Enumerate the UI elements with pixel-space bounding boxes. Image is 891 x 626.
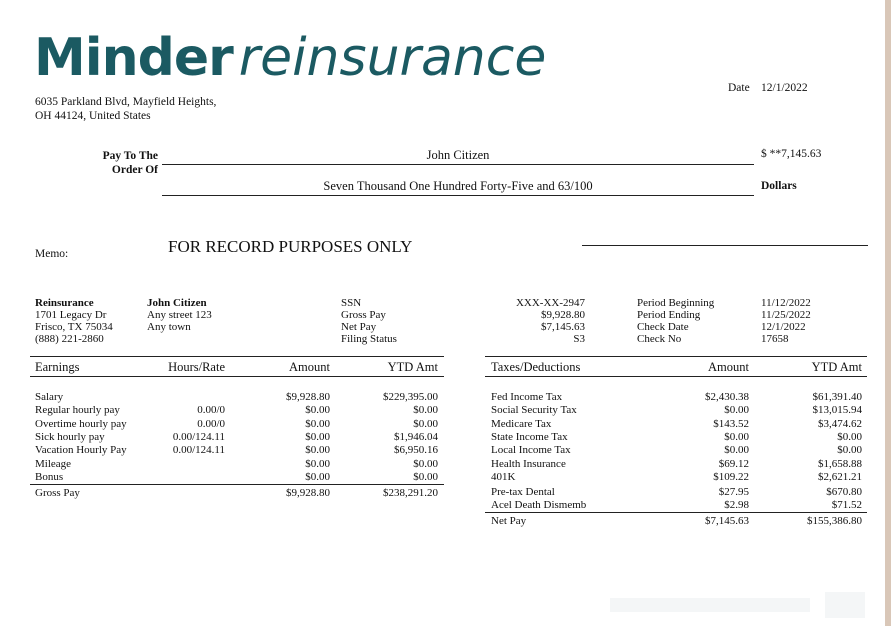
earning-hours-rate: 0.00/0	[197, 404, 225, 417]
pay-to-line2: Order Of	[111, 164, 158, 176]
earnings-total-rule	[30, 484, 444, 485]
earnings-header-rule	[30, 376, 444, 377]
deduction-ytd: $670.80	[826, 486, 862, 498]
faint-watermark	[610, 590, 870, 620]
employer-phone: (888) 221-2860	[35, 333, 104, 345]
period-value: 12/1/2022	[761, 321, 806, 333]
earning-ytd: $1,946.04	[394, 430, 438, 443]
earnings-top-rule	[30, 356, 444, 357]
payee-name: John Citizen	[162, 148, 754, 165]
summary-value: XXX-XX-2947	[515, 297, 585, 309]
hours-rate-header: Hours/Rate	[168, 360, 225, 374]
signature-line	[582, 245, 868, 246]
period-value: 11/12/2022	[761, 297, 811, 309]
dollars-label: Dollars	[761, 180, 797, 192]
summary-label: Gross Pay	[341, 309, 386, 321]
earning-amount: $0.00	[305, 444, 330, 457]
earning-ytd: $0.00	[413, 470, 438, 483]
deduction-type: 401K	[491, 470, 516, 483]
gross-pay-ytd: $238,291.20	[383, 487, 438, 499]
employee-name: John Citizen	[147, 297, 207, 309]
employer-info	[35, 297, 113, 345]
summary-labels	[341, 297, 397, 345]
memo-label: Memo:	[35, 248, 69, 260]
date-label: Date	[728, 82, 750, 94]
deduction-ytd: $1,658.88	[818, 457, 862, 470]
pay-to-label	[70, 149, 158, 177]
earning-hours-rate: 0.00/0	[197, 417, 225, 430]
period-values	[761, 297, 811, 345]
check-amount: $ **7,145.63	[761, 148, 822, 160]
period-label: Period Beginning	[637, 297, 715, 309]
earnings-ytd-header: YTD Amt	[387, 360, 438, 374]
logo-wordmark-bold: Minder	[34, 28, 233, 88]
earning-amount: $0.00	[305, 417, 330, 430]
watermark-seal	[825, 592, 865, 618]
summary-value: $7,145.63	[541, 321, 585, 333]
earnings-amount-header: Amount	[289, 360, 330, 374]
deductions-header: Taxes/Deductions	[491, 360, 581, 374]
employer-name: Reinsurance	[35, 297, 94, 309]
deduction-ytd: $3,474.62	[818, 417, 862, 430]
summary-value: $9,928.80	[541, 309, 585, 321]
earning-type: Mileage	[35, 457, 72, 470]
company-address-line2: OH 44124, United States	[35, 110, 151, 122]
earning-ytd: $229,395.00	[383, 391, 438, 403]
period-label: Check Date	[637, 321, 689, 333]
earnings-header: Earnings	[35, 360, 80, 374]
period-value: 17658	[761, 333, 789, 345]
deductions-ytd-header: YTD Amt	[811, 360, 862, 374]
deduction-amount: $0.00	[724, 404, 749, 417]
deduction-type: Pre-tax Dental	[491, 486, 555, 498]
summary-label: SSN	[341, 297, 362, 309]
earning-ytd: $6,950.16	[394, 444, 438, 457]
logo-wordmark-light: reinsurance	[238, 28, 547, 88]
earning-ytd: $0.00	[413, 457, 438, 470]
deductions-top-rule	[485, 356, 867, 357]
period-value: 11/25/2022	[761, 309, 811, 321]
earning-type: Regular hourly pay	[35, 404, 120, 417]
deduction-amount: $27.95	[718, 486, 749, 498]
earning-amount: $0.00	[305, 470, 330, 483]
deduction-ytd: $61,391.40	[812, 391, 862, 403]
deduction-type: Social Security Tax	[491, 404, 577, 417]
deduction-ytd: $2,621.21	[818, 470, 862, 483]
deduction-ytd: $71.52	[831, 499, 862, 511]
earning-amount: $9,928.80	[286, 391, 330, 403]
gross-pay-amount: $9,928.80	[286, 487, 330, 499]
earning-ytd: $0.00	[413, 417, 438, 430]
summary-label: Filing Status	[341, 333, 397, 345]
deduction-ytd: $13,015.94	[812, 404, 862, 417]
deduction-amount: $2.98	[724, 499, 749, 511]
earning-hours-rate: 0.00/124.11	[172, 444, 225, 457]
employer-city: Frisco, TX 75034	[35, 321, 113, 333]
period-label: Check No	[637, 333, 682, 345]
employee-city: Any town	[147, 321, 191, 333]
summary-values	[485, 297, 585, 345]
period-labels	[637, 297, 714, 345]
summary-label: Net Pay	[341, 321, 377, 333]
deduction-type: Health Insurance	[491, 457, 566, 470]
net-pay-amount: $7,145.63	[705, 515, 749, 527]
page-edge	[885, 0, 891, 626]
deduction-amount: $0.00	[724, 444, 749, 457]
deductions-header-rule	[485, 376, 867, 377]
earning-amount: $0.00	[305, 404, 330, 417]
company-address	[35, 95, 216, 123]
deduction-ytd: $0.00	[837, 444, 862, 457]
deduction-amount: $2,430.38	[705, 391, 749, 403]
deduction-amount: $109.22	[713, 470, 749, 483]
earning-type: Salary	[35, 391, 64, 403]
earning-amount: $0.00	[305, 457, 330, 470]
employee-street: Any street 123	[147, 309, 212, 321]
deduction-type: Fed Income Tax	[491, 391, 563, 403]
earning-type: Overtime hourly pay	[35, 417, 127, 430]
deduction-type: Medicare Tax	[491, 417, 552, 430]
earning-ytd: $0.00	[413, 404, 438, 417]
employer-street: 1701 Legacy Dr	[35, 309, 107, 321]
earning-type: Vacation Hourly Pay	[35, 444, 127, 457]
company-logo	[34, 28, 546, 92]
deduction-ytd: $0.00	[837, 430, 862, 443]
deduction-type: Acel Death Dismemb	[491, 499, 587, 511]
gross-pay-label: Gross Pay	[35, 487, 80, 499]
check-date-value: 12/1/2022	[761, 82, 808, 94]
earning-type: Sick hourly pay	[35, 430, 105, 443]
company-address-line1: 6035 Parkland Blvd, Mayfield Heights,	[35, 96, 217, 108]
net-pay-label: Net Pay	[491, 515, 527, 527]
deduction-amount: $0.00	[724, 430, 749, 443]
employee-info	[147, 297, 212, 333]
earning-amount: $0.00	[305, 430, 330, 443]
pay-to-line1: Pay To The	[102, 150, 158, 162]
period-label: Period Ending	[637, 309, 701, 321]
net-pay-ytd: $155,386.80	[807, 515, 862, 527]
deduction-type: State Income Tax	[491, 430, 568, 443]
memo-text: FOR RECORD PURPOSES ONLY	[168, 237, 413, 256]
watermark-bar	[610, 598, 810, 612]
deduction-amount: $143.52	[713, 417, 749, 430]
earning-hours-rate: 0.00/124.11	[172, 430, 225, 443]
summary-value: S3	[573, 333, 585, 345]
deductions-total-rule	[485, 512, 867, 513]
deduction-type: Local Income Tax	[491, 444, 571, 457]
amount-in-words: Seven Thousand One Hundred Forty-Five and 63/100	[162, 179, 754, 196]
earning-type: Bonus	[35, 470, 64, 483]
deductions-amount-header: Amount	[708, 360, 749, 374]
deduction-amount: $69.12	[718, 457, 749, 470]
